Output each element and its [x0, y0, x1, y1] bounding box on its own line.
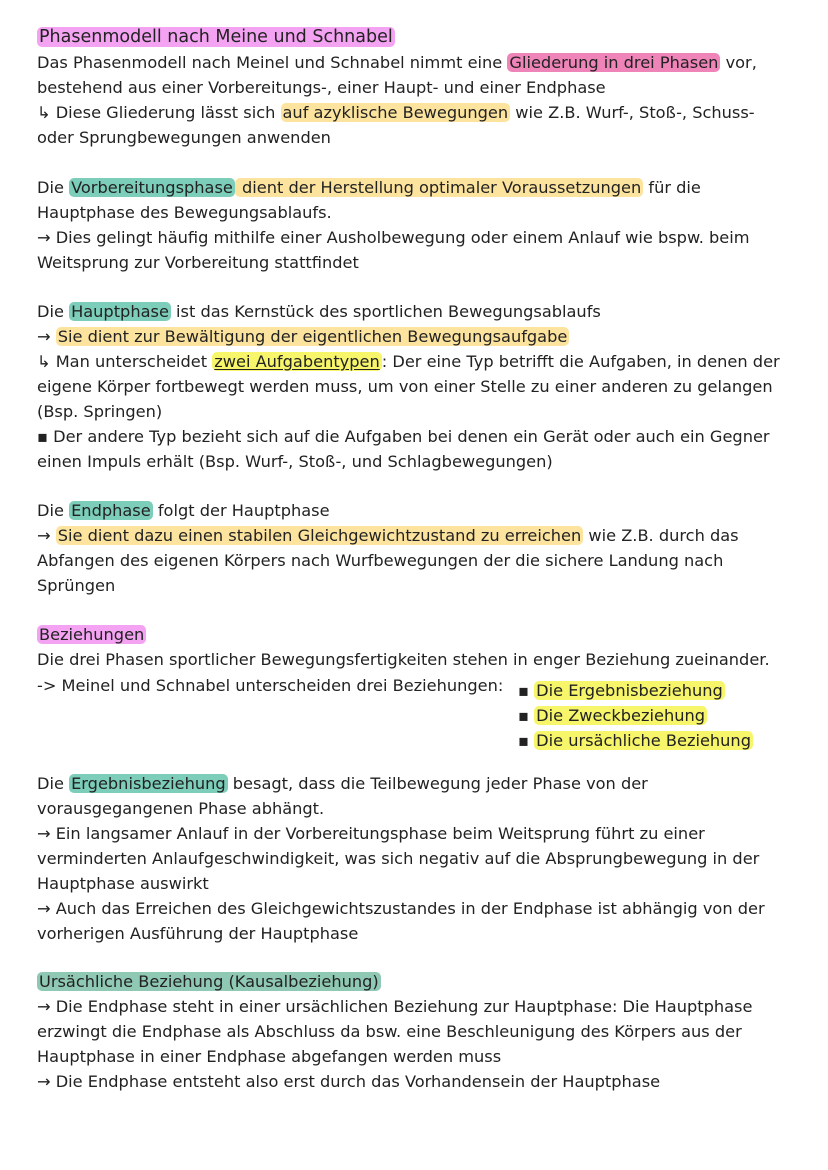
bullet-icon: ▪ — [518, 706, 529, 725]
intro-line-2: bestehend aus einer Vorbereitungs-, einer Haupt- und einer Endphase — [37, 78, 606, 97]
prep-line-4: Weitsprung zur Vorbereitung stattfindet — [37, 253, 359, 272]
highlight-gleichgewicht: Sie dient dazu einen stabilen Gleichgewichtzustand zu erreichen — [57, 526, 582, 545]
causal-line-2: erzwingt die Endphase als Abschluss da bsw. eine Beschleunigung des Körpers aus der — [37, 1022, 742, 1041]
result-line-4: verminderten Anlaufgeschwindigkeit, was sich negativ auf die Absprungbewegung in der — [37, 849, 760, 868]
highlight-herstellung: dient der Herstellung optimaler Voraussetzungen — [236, 178, 642, 197]
result-line-2: vorausgegangenen Phase abhängt. — [37, 799, 325, 818]
main-line-1: Die Hauptphase ist das Kernstück des sportlichen Bewegungsablaufs — [37, 302, 601, 321]
term-hauptphase: Hauptphase — [71, 302, 169, 321]
main-line-4: eigene Körper fortbewegt werden muss, um von einer Stelle zu einer anderen zu gelangen — [37, 377, 773, 396]
intro-line-3: ↳ Diese Gliederung lässt sich auf azyklische Bewegungen wie Z.B. Wurf-, Stoß-, Schuss- — [37, 103, 755, 122]
result-line-5: Hauptphase auswirkt — [37, 874, 209, 893]
term-endphase: Endphase — [71, 501, 151, 520]
relations-line-1: Die drei Phasen sportlicher Bewegungsfertigkeiten stehen in enger Beziehung zueinander. — [37, 650, 770, 669]
highlight-gliederung: Gliederung in drei Phasen — [509, 53, 719, 72]
causal-line-3: Hauptphase in einer Endphase abgefangen werden muss — [37, 1047, 502, 1066]
intro-line-1: Das Phasenmodell nach Meinel und Schnabel nimmt eine Gliederung in drei Phasen vor, — [37, 53, 757, 72]
causal-line-4: → Die Endphase entsteht also erst durch das Vorhandensein der Hauptphase — [37, 1072, 661, 1091]
relations-line-2: -> Meinel und Schnabel unterscheiden drei Beziehungen: — [37, 676, 504, 695]
highlight-bewaeltigung: Sie dient zur Bewältigung der eigentlichen Bewegungsaufgabe — [57, 327, 568, 346]
end-line-4: Sprüngen — [37, 576, 116, 595]
page-title: Phasenmodell nach Meine und Schnabel — [39, 27, 393, 47]
main-line-3: ↳ Man unterscheidet zwei Aufgabentypen : Der eine Typ betrifft die Aufgaben, in denen der — [37, 352, 780, 371]
causal-heading: Ursächliche Beziehung (Kausalbeziehung) — [39, 972, 379, 991]
relations-list-item: ▪ Die Ergebnisbeziehung — [518, 681, 723, 700]
term-vorbereitungsphase: Vorbereitungsphase — [71, 178, 233, 197]
end-line-1: Die Endphase folgt der Hauptphase — [37, 501, 330, 520]
end-line-3: Abfangen des eigenen Körpers nach Wurfbewegungen der die sichere Landung nach — [37, 551, 724, 570]
main-line-2: → Sie dient zur Bewältigung der eigentlichen Bewegungsaufgabe — [37, 327, 568, 346]
main-line-6: ▪ Der andere Typ bezieht sich auf die Aufgaben bei denen ein Gerät oder auch ein Gegner — [37, 427, 770, 446]
term-ergebnisbeziehung: Ergebnisbeziehung — [71, 774, 226, 793]
relations-list-item: ▪ Die Zweckbeziehung — [518, 706, 706, 725]
result-line-3: → Ein langsamer Anlauf in der Vorbereitungsphase beim Weitsprung führt zu einer — [37, 824, 705, 843]
end-line-2: → Sie dient dazu einen stabilen Gleichgewichtzustand zu erreichen wie Z.B. durch das — [37, 526, 739, 545]
causal-line-1: → Die Endphase steht in einer ursächlichen Beziehung zur Hauptphase: Die Hauptphase — [37, 997, 753, 1016]
relations-heading: Beziehungen — [39, 625, 145, 644]
main-line-5: (Bsp. Springen) — [37, 402, 163, 421]
main-line-7: einen Impuls erhält (Bsp. Wurf-, Stoß-, und Schlagbewegungen) — [37, 452, 553, 471]
prep-line-2: Hauptphase des Bewegungsablaufs. — [37, 203, 332, 222]
highlight-azyklisch: auf azyklische Bewegungen — [282, 103, 509, 122]
highlight-aufgabentypen: zwei Aufgabentypen — [214, 352, 380, 371]
bullet-icon: ▪ — [518, 681, 529, 700]
result-line-7: vorherigen Ausführung der Hauptphase — [37, 924, 359, 943]
prep-line-3: → Dies gelingt häufig mithilfe einer Ausholbewegung oder einem Anlauf wie bspw. beim — [37, 228, 750, 247]
bullet-icon: ▪ — [518, 731, 529, 750]
result-line-6: → Auch das Erreichen des Gleichgewichtszustandes in der Endphase ist abhängig von der — [37, 899, 765, 918]
prep-line-1: Die Vorbereitungsphase dient der Herstellung optimaler Voraussetzungen für die — [37, 178, 701, 197]
intro-line-4: oder Sprungbewegungen anwenden — [37, 128, 331, 147]
relations-list-item: ▪ Die ursächliche Beziehung — [518, 731, 751, 750]
result-line-1: Die Ergebnisbeziehung besagt, dass die Teilbewegung jeder Phase von der — [37, 774, 648, 793]
